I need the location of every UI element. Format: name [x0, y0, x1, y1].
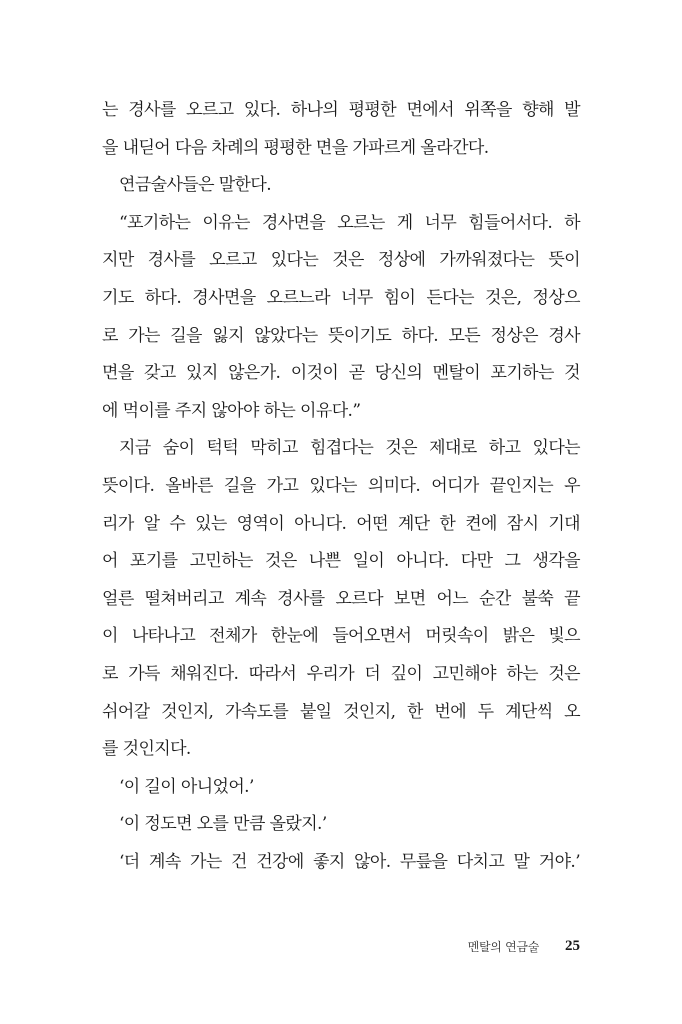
line-text: 연금술사들은 말한다.: [119, 175, 272, 196]
text-line: [102, 430, 580, 468]
line-text: 뜻이다. 올바른 길을 가고 있다는 의미다. 어디가 끝인지는 우: [102, 475, 580, 496]
text-line: [102, 618, 580, 656]
line-text: 는 경사를 오르고 있다. 하나의 평평한 면에서 위쪽을 향해 발: [102, 100, 580, 120]
text-line: [102, 694, 580, 732]
text-line: [102, 92, 580, 130]
text-line: [102, 167, 580, 205]
text-line: [102, 506, 580, 544]
text-line: [102, 242, 580, 280]
text-line: [102, 130, 580, 168]
line-text: ‘이 길이 아니었어.’: [119, 776, 254, 797]
line-text: 에 먹이를 주지 않아야 하는 이유다.”: [102, 400, 361, 421]
line-text: 면을 갖고 있지 않은가. 이것이 곧 당신의 멘탈이 포기하는 것: [102, 363, 580, 384]
line-text: 어 포기를 고민하는 것은 나쁜 일이 아니다. 다만 그 생각을: [102, 551, 580, 572]
text-line: [102, 731, 580, 769]
text-line: [102, 769, 580, 807]
page-footer: [420, 934, 580, 958]
page-body: [102, 92, 580, 881]
text-line: [102, 468, 580, 506]
text-line: [102, 806, 580, 844]
text-line: [102, 318, 580, 356]
text-line: [102, 393, 580, 431]
text-line: [102, 205, 580, 243]
line-text: 얼른 떨쳐버리고 계속 경사를 오르다 보면 어느 순간 불쑥 끝: [102, 588, 580, 609]
line-text: 로 가득 채워진다. 따라서 우리가 더 깊이 고민해야 하는 것은: [102, 663, 580, 684]
line-text: 쉬어갈 것인지, 가속도를 붙일 것인지, 한 번에 두 계단씩 오: [102, 701, 580, 722]
line-text: ‘이 정도면 오를 만큼 올랐지.’: [119, 814, 327, 835]
line-text: 지만 경사를 오르고 있다는 것은 정상에 가까워졌다는 뜻이: [102, 250, 580, 271]
line-text: 로 가는 길을 잃지 않았다는 뜻이기도 하다. 모든 정상은 경사: [102, 325, 580, 346]
line-text: “포기하는 이유는 경사면을 오르는 게 너무 힘들어서다. 하: [119, 212, 580, 233]
line-text: 을 내딛어 다음 차례의 평평한 면을 가파르게 올라간다.: [102, 137, 489, 158]
line-text: 를 것인지다.: [102, 739, 191, 760]
running-title: 멘탈의 연금술: [467, 939, 539, 954]
text-line: [102, 543, 580, 581]
line-text: 지금 숨이 턱턱 막히고 힘겹다는 것은 제대로 하고 있다는: [119, 438, 580, 459]
line-text: 이 나타나고 전체가 한눈에 들어오면서 머릿속이 밝은 빛으: [102, 626, 580, 647]
text-line: [102, 355, 580, 393]
text-line: [102, 280, 580, 318]
line-text: ‘더 계속 가는 건 건강에 좋지 않아. 무릎을 다치고 말 거야.’: [119, 851, 580, 872]
line-text: 기도 하다. 경사면을 오르느라 너무 힘이 든다는 것은, 정상으: [102, 287, 580, 308]
text-line: [102, 844, 580, 882]
text-line: [102, 581, 580, 619]
text-line: [102, 656, 580, 694]
line-text: 리가 알 수 있는 영역이 아니다. 어떤 계단 한 켠에 잠시 기대: [102, 513, 580, 534]
page-number: 25: [565, 937, 580, 954]
